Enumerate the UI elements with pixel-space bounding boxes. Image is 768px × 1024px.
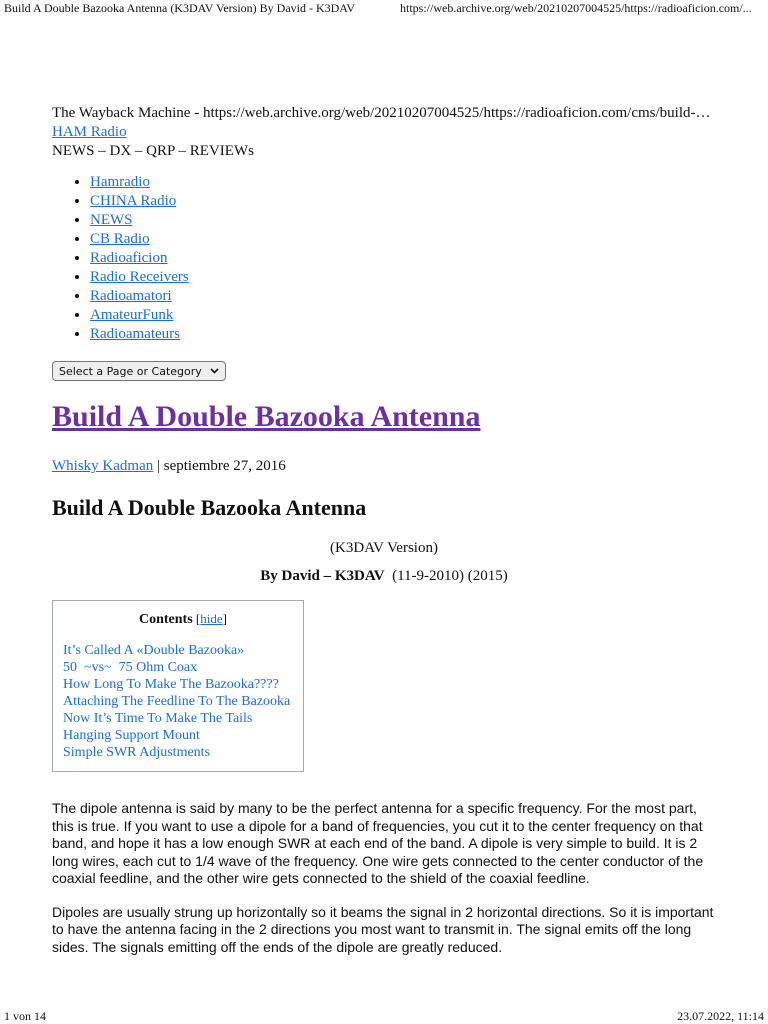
post-byline	[52, 567, 716, 586]
toc-item	[63, 710, 303, 727]
toc-item	[63, 693, 303, 710]
nav-link-radioamateurs[interactable]: Radioamateurs	[90, 326, 180, 342]
print-header-url: https://web.archive.org/web/20210207004525/https://radioaficion.com/...	[400, 1, 752, 15]
toc-link[interactable]: Hanging Support Mount	[63, 728, 200, 743]
print-footer	[0, 1008, 768, 1024]
toc-bracket-open: [	[192, 611, 201, 626]
article-body	[52, 800, 716, 956]
toc-item	[63, 676, 303, 693]
print-datetime: 23.07.2022, 11:14	[677, 1009, 764, 1023]
toc-header	[63, 610, 303, 628]
nav-item	[90, 211, 716, 230]
nav-item	[90, 173, 716, 192]
nav-link-amateurfunk[interactable]: AmateurFunk	[90, 307, 174, 323]
nav-item	[90, 268, 716, 287]
body-paragraph: The dipole antenna is said by many to be the perfect antenna for a specific frequency. For the most part, this is true. If you want to use a dipole for a band of frequencies, you cut it to the center frequency on that band, and hope it has a low enough SWR at each end of the band. A dipole is very simple to build. It is 2 long wires, each cut to 1/4 wave of the frequency. One wire gets connected to the center conductor of the coaxial feedline, and the other wire gets connected to the shield of the coaxial feedline.	[52, 800, 704, 886]
toc-list	[63, 642, 303, 761]
nav-link-cb-radio[interactable]: CB Radio	[90, 231, 150, 247]
toc-bracket-close: ]	[222, 611, 227, 626]
nav-item	[90, 249, 716, 268]
post-date: | septiembre 27, 2016	[153, 458, 286, 474]
wayback-banner: The Wayback Machine - https://web.archive.org/web/20210207004525/https://radioaficion.com/cms/build-…	[52, 105, 711, 121]
post-heading: Build A Double Bazooka Antenna	[52, 495, 367, 520]
toc-item	[63, 727, 303, 744]
print-header-title: Build A Double Bazooka Antenna (K3DAV Version) By David - K3DAV	[4, 1, 356, 15]
toc-link[interactable]: Now It’s Time To Make The Tails	[63, 711, 253, 726]
toc-title: Contents	[139, 612, 193, 627]
page-category-select[interactable]	[52, 361, 226, 381]
article-title	[52, 399, 716, 435]
byline-author: By David – K3DAV	[260, 568, 385, 584]
nav-menu	[52, 173, 716, 344]
table-of-contents	[52, 600, 304, 772]
toc-item	[63, 744, 303, 761]
author-link[interactable]: Whisky Kadman	[52, 458, 154, 474]
toc-link[interactable]: Simple SWR Adjustments	[63, 745, 211, 760]
toc-hide-link[interactable]: hide	[200, 611, 223, 626]
nav-link-hamradio[interactable]: Hamradio	[90, 174, 150, 190]
nav-link-radioamatori[interactable]: Radioamatori	[90, 288, 172, 304]
page-content	[52, 104, 716, 984]
toc-toggle	[193, 611, 227, 626]
nav-link-news[interactable]: NEWS	[90, 212, 133, 228]
site-name-link[interactable]: HAM Radio	[52, 124, 127, 140]
nav-link-radio-receivers[interactable]: Radio Receivers	[90, 269, 189, 285]
article-meta	[52, 457, 716, 476]
toc-link[interactable]: It’s Called A «Double Bazooka»	[63, 643, 245, 658]
page-category-select-value: Select a Page or Category	[59, 364, 202, 378]
nav-link-china-radio[interactable]: CHINA Radio	[90, 193, 177, 209]
toc-link[interactable]: How Long To Make The Bazooka????	[63, 677, 279, 692]
nav-item	[90, 306, 716, 325]
nav-item	[90, 325, 716, 344]
body-paragraph: Dipoles are usually strung up horizontally so it beams the signal in 2 horizontal directions. So it is important to have the antenna facing in the 2 directions you most want to transmit in. The signal emits off the long sides. The signals emitting off the ends of the dipole are greatly reduced.	[52, 903, 714, 955]
nav-item	[90, 230, 716, 249]
chevron-down-icon	[210, 362, 219, 381]
toc-link[interactable]: Attaching The Feedline To The Bazooka	[63, 694, 291, 709]
toc-item	[63, 659, 303, 676]
print-header	[0, 0, 768, 18]
nav-item	[90, 192, 716, 211]
toc-link[interactable]: 50 ~vs~ 75 Ohm Coax	[63, 660, 198, 675]
nav-link-radioaficion[interactable]: Radioaficion	[90, 250, 168, 266]
article-title-link[interactable]: Build A Double Bazooka Antenna	[52, 400, 481, 433]
toc-item	[63, 642, 303, 659]
post-subtitle: (K3DAV Version)	[330, 540, 438, 556]
print-page-number: 1 von 14	[4, 1009, 46, 1023]
site-tagline: NEWS – DX – QRP – REVIEWs	[52, 143, 254, 159]
nav-item	[90, 287, 716, 306]
site-header	[52, 123, 716, 161]
byline-dates: (11-9-2010) (2015)	[384, 568, 508, 584]
